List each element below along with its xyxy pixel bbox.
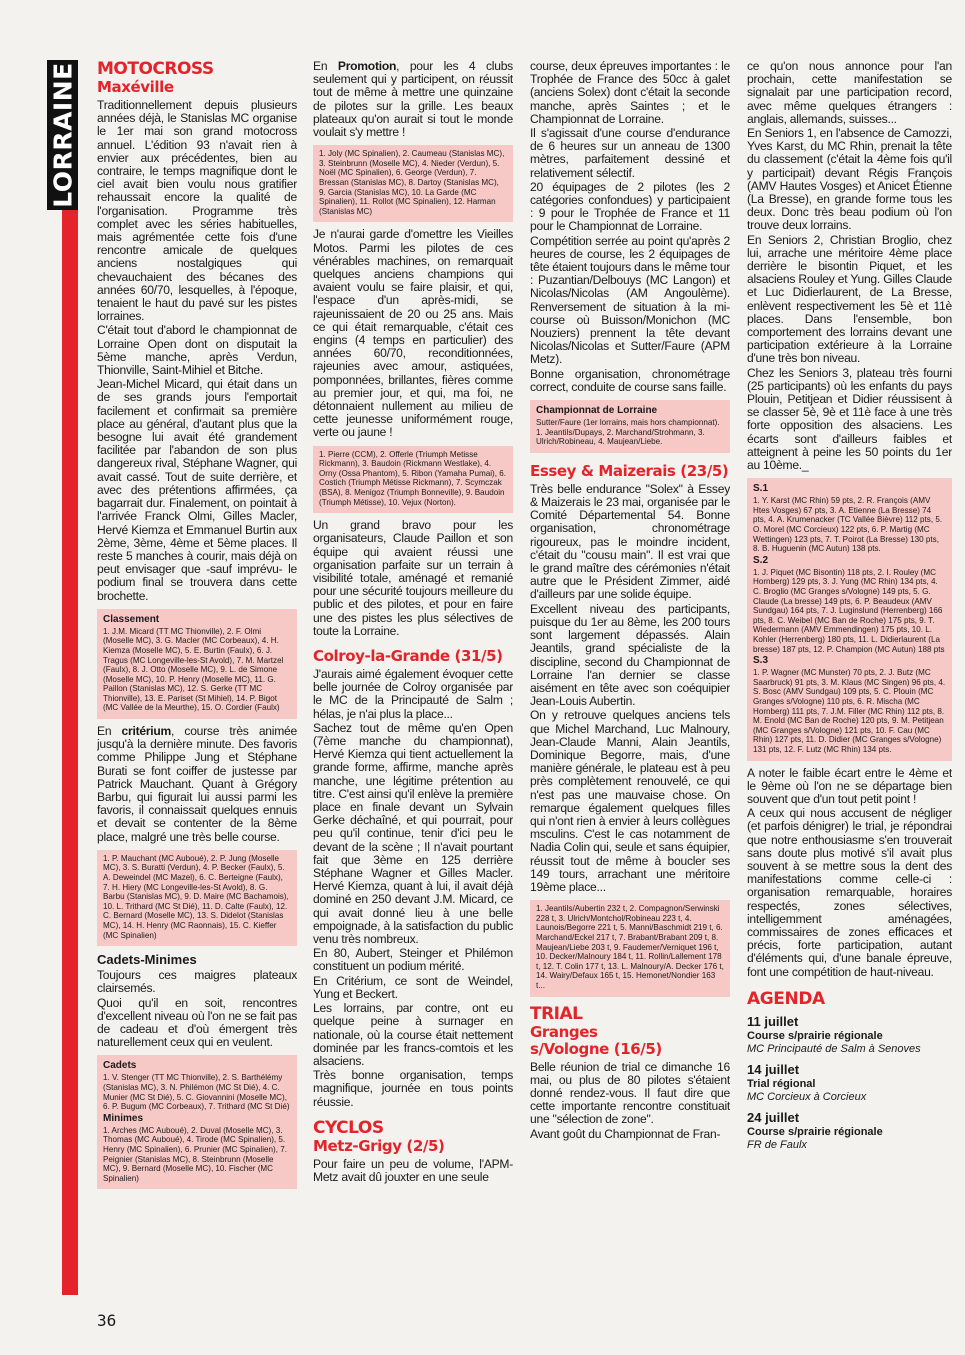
agenda-date: 14 juillet — [747, 1061, 800, 1077]
paragraph: Pour faire un peu de volume, l'APM-Metz avait dû jouxter en une seule — [313, 1156, 513, 1184]
results-text: Sutter/Faure (1er lorrains, mais hors championnat). 1. Jeantils/Dupays, 2. Marchand/Strohmann, 3. Ulrich/Robineau, 4. Maujean/Liebe. — [536, 418, 720, 447]
text-fragment: , pour les 4 clubs seulement qui y participent, on réussit tout de même à mettre une quinzaine de pilotes sur la grille. Les beaux plateaux qu'on aurait si tout le monde voulait s'y mettre ! — [313, 60, 513, 140]
results-text: 1. P. Mauchant (MC Auboué), 2. P. Jung (Moselle MC), 3. S. Buratti (Verdun), 4. P. Becker (Faulx), 5. A. Deweindel (MC Mazel), 6. C. Berteigne (Faulx), 7. H. Hiery (MC Longeville-les-St Avold), 8. G. Barbu (Stanislas MC), 9. D. Maire (MC Bachamois), 10. L. Trithard (MC St Dié), 11. D. Calte (Faulx), 12. C. Bernard (Moselle MC), 13. S. Didelot (Stanislas MC), 14. H. Henry (MC Raonnais), 15. C. Kieffer (MC Spinalien) — [103, 853, 289, 940]
results-box-title: Classement — [103, 613, 160, 625]
results-text: 1. P. Wagner (MC Munster) 70 pts, 2. J. Butz (MC Saarbruck) 91 pts, 3. M. Klaus (MC Singen) 96 pts, 4. S. Bosc (AMV Sundgau) 109 pts, 5. C. Plouin (MC Granges s/Vologne) 110 pts, 6. R. Mischa (MC Hornberg) 111 pts, 7. J.M. Filler (MC Rhin) 112 pts, 8. M. Enold (MC Ban de Roche) 120 pts, 9. M. Petitjean (MC Granges s/Vologne) 121 pts, 10. F. Cau (MC Rhin) 127 pts, 11. D. Didier (MC Granges s/Vologne) 131 pts, 12. F. Lutz (MC Rhin) 134 pts. — [753, 668, 946, 754]
subsection-title-metz-grigy: Metz-Grigy (2/5) — [313, 1136, 445, 1155]
paragraph: Compétition serrée au point qu'après 2 heures de course, les 2 équipages de tête étaient toujours dans le même tour : Puzantian/Delbouys (MC Langon) et Nicolas/Nicolas (AM Angoulème). Renversement de situation à la mi-course où Buisson/Monichon (MC Nouziers) prennent la tête devant Nicolas/Nicolas et Sutter/Faure (APM Metz). — [530, 233, 730, 367]
paragraph: Je n'aurai garde d'omettre les Vieilles Motos. Parmi les pilotes de ces vénérables machines, on remarquait quelques anciens champions qui avaient voulu se faire plaisir, et qui, l'espace d'un après-midi, se rajeunissaient de 20 ou 25 ans. Mais ce qui était remarquable, c'était ces engins (4 temps en particulier) des années 60/70, reconditionnées, rajeunies avec amour, astiquées, pomponnées, brillantes, fières comme au premier jour, et qui, ma foi, ne détonnaient nullement au milieu de cette jeunesse uniformément rouge, verte ou jaune ! — [313, 227, 513, 440]
agenda-item — [747, 1014, 952, 1056]
region-sidebar — [47, 60, 78, 210]
results-box-championnat-lorraine — [530, 400, 730, 453]
results-box-promotion — [313, 145, 513, 222]
paragraph: En Seniors 1, en l'absence de Camozzi, Yves Karst, du MC Rhin, prenait la tête du classement (c'était la 4ème fois qu'il y participait) devant Régis François (AMV Hautes Vosges) et Anicet Étienne (La Bresse), en grande forme tous les deux. Donc très beau podium où l'on trouve deux lorrains. — [747, 126, 952, 233]
paragraph: Jean-Michel Micard, qui était dans un de ses grands jours l'emportait facilement et confirmait sa première place au général, d'autant plus que la besogne lui avait été grandement facilitée par l'abandon de son plus dangereux rival, Stéphane Wagner, qui avait cassé. Tout de suite derrière, et avec des prétentions affirmées, ça bagarrait dur. Finalement, on pointait à l'arrivée Franck Olmi, Gilles Macler, Hervé Kiemza et Emmanuel Burtin aux 2ème, 3ème, 4ème et 5ème places. Il reste 5 manches à courir, mais déjà on peut envisager que -sauf imprévu- le podium final se trouvera dans cette brochette. — [97, 377, 297, 603]
agenda-date: 24 juillet — [747, 1109, 800, 1125]
page-number: 36 — [97, 1311, 117, 1330]
paragraph: Excellent niveau des participants, puisque du 1er au 8ème, les 200 tours sont largement dépassés. Alain Jeantils, grand spécialiste de la discipline, second du Championnat de Lorraine l'an dernier se classe aisément en tête avec son coéquipier Jean-Louis Aubertin. — [530, 601, 730, 709]
paragraph — [313, 60, 513, 139]
paragraph: A ceux qui nous accusent de négliger (et parfois dénigrer) le trial, je répondrai que notre enthousiasme s'en trouverait sans doute plus motivé s'il avait plus souvent à se mettre sous la dent des manifestations comme celle-ci : organisation remarquable, horaires respectés, zones sélectives, intelligemment aménagées, commissaires de zones efficaces et précis, forte participation, autant d'éléments qui, d'une banale épreuve, font une compétition de haut-niveau. — [747, 806, 952, 979]
results-box-title: S.3 — [753, 655, 769, 667]
paragraph: ce qu'on nous annonce pour l'an prochain, cette manifestation se signalait par une participation record, avec même quelques étrangers : anglais, allemands, suisses... — [747, 60, 952, 126]
results-box-title: Championnat de Lorraine — [536, 405, 658, 417]
paragraph: En Seniors 2, Christian Broglio, chez lui, arrache une méritoire 4ème place derrière le bisontin Piquet, et les alsaciens Rouley et Yung. Gilles Claude et Luc Didierlaurent, de La Bresse, enlèvent respectivement les 5è et 11è places. Dans l'ensemble, bon comportement des lorrains devant une participation extérieure à la Lorraine d'une très bon niveau. — [747, 232, 952, 366]
red-side-bar — [62, 210, 78, 1295]
section-title-cyclos: CYCLOS — [313, 1117, 384, 1138]
paragraph: J'aurais aimé également évoquer cette belle journée de Colroy organisée par le MC de la Principauté de Salm ; hélas, je n'ai plus la place... — [313, 667, 513, 721]
text-fragment: En — [313, 60, 338, 73]
paragraph: Les lorrains, par contre, ont eu quelque peine à surnager en nationale, où la course était nettement dominée par les francs-comtois et les alsaciens. — [313, 1001, 513, 1068]
subsection-title-essey: Essey & Maizerais (23/5) — [530, 461, 729, 480]
paragraph: Très belle endurance "Solex" à Essey & Maizerais le 23 mai, organisée par le Comité Départemental 54. Bonne organisation, chronométrage rigoureux, pas le moindre incident, c'était du "cousu main". Il est vrai que le grand maître des cérémonies n'était autre que le Président Zimmer, aidé d'ailleurs par une solide équipe. — [530, 481, 730, 602]
results-text: 1. Arches (MC Auboué), 2. Duval (Moselle MC), 3. Thomas (MC Auboué), 4. Tirode (MC Spinalien), 5. Henry (MC Spinalien), 6. Prunier (MC Spinalien), 7. Peignier (Stanislas MC), 8. Steinbrunn (Moselle MC), 9. Bernard (Moselle MC), 10. Fischer (MC Spinalien) — [103, 1125, 287, 1183]
agenda-list — [747, 1014, 952, 1152]
results-box-title: S.1 — [753, 483, 769, 495]
results-box-essey — [530, 900, 730, 996]
paragraph: Toujours ces maigres plateaux clairsemés. — [97, 968, 297, 996]
results-box-title: Cadets — [103, 1060, 137, 1072]
region-label: LORRAINE — [48, 62, 77, 208]
agenda-place: FR de Faulx — [747, 1138, 807, 1151]
agenda-event: Trial régional — [747, 1077, 816, 1090]
paragraph: Chez les Seniors 3, plateau très fourni (25 participants) où les enfants du pays Plouin, Petitjean et Didier réussisent à se classer 5è, 9è et 11è face à une très forte opposition des alsaciens. Les écarts sont d'ailleurs faibles et atteignent à peine les 50 points du 1er au 10ème._ — [747, 365, 952, 473]
agenda-event: Course s/prairie régionale — [747, 1029, 883, 1042]
results-box-cadets-minimes — [97, 1055, 297, 1189]
results-box-title: S.2 — [753, 554, 769, 566]
text-fragment: , course très animée jusqu'à la dernière minute. Des favoris comme Philippe Jung et Stéphane Burati se font coiffer de justesse par Patrick Mauchant. Quant à Grégory Barbu, qui figurait lui aussi parmi les favoris, il connaissait quelques ennuis et devait se contenter de la 8ème place, malgré une très belle course. — [97, 724, 297, 844]
agenda-place: MC Principauté de Salm à Senoves — [747, 1042, 921, 1055]
results-text: 1. J.M. Micard (TT MC Thionville), 2. F. Olmi (Moselle MC), 3. G. Macler (MC Corbeaux), 4. H. Kiemza (Moselle MC), 5. E. Burtin (Faulx), 6. J. Tragus (MC Longeville-les-St Avold), 7. M. Martzel (Faulx), 8. J. Otto (Moselle MC), 9. L. de Simone (Moselle MC), 10. P. Henry (Moselle MC), 11. G. Paillon (Stanislas MC), 12. S. Gerke (TT MC Thionville), 13. E. Pariset (St Mihiel), 14. P. Bigot (MC Vallée de la Meurthe), 15. O. Cordier (Faulx) — [103, 626, 284, 713]
subsection-title-colroy: Colroy-la-Grande (31/5) — [313, 647, 503, 666]
agenda-item — [747, 1062, 952, 1104]
paragraph: Belle réunion de trial ce dimanche 16 mai, ou plus de 80 pilotes s'étaient donné rendez-vous. Il faut dire que cette importante rencontre constituait une "sélection de zone". — [530, 1059, 730, 1127]
agenda-title: AGENDA — [747, 988, 825, 1009]
bold-term: critérium — [121, 724, 172, 739]
results-box-criterium — [97, 850, 297, 946]
results-text: 1. Y. Karst (MC Rhin) 59 pts, 2. R. François (AMV Htes Vosges) 67 pts, 3. A. Etienne (La Bresse) 74 pts, 4. A. Krumenacker (TC Vallée Bièvre) 112 pts, 5. O. Morel (MC Corcieux) 122 pts, 6. P. Martig (MC Wettingen) 123 pts, 7. T. Poirot (La Bresse) 130 pts, 8. B. Huguenin (MC Autun) 138 pts. — [753, 496, 943, 554]
results-box-trial-seniors — [747, 478, 952, 760]
agenda-place: MC Corcieux à Corcieux — [747, 1090, 867, 1103]
column-1 — [97, 60, 297, 1195]
paragraph: Très bonne organisation, temps magnifique, journée en tous points réussie. — [313, 1068, 513, 1109]
results-text: 1. J. Piquet (MC Bisontin) 118 pts, 2. I. Rouley (MC Hornberg) 129 pts, 3. J. Yung (MC Rhin) 134 pts, 4. C. Broglio (MC Granges s/Vologne) 149 pts, 5. G. Claude (La bresse) 149 pts, 6. P. Beaudeux (AMV Sundgau) 164 pts, 7. J. Luginslund (Herrenberg) 166 pts, 8. C. Weibel (MC Ban de Roche) 175 pts, 9. T. Wiedermann (AMV Emmendingen) 175 pts, 10. L. Kohler (Herrenberg) 180 pts, 11. L. Didierlaurent (La bresse) 187 pts, 12. P. Champion (MC Autun) 188 pts — [753, 567, 945, 654]
paragraph: Sachez tout de même qu'en Open (7ème manche du championnat), Hervé Kiemza qui tient actuellement la grande forme, affirme, manche après manche, une légitime prétention au titre. C'est ainsi qu'il enlève la première place en finale devant un Sylvain Gerke déchaîné, et qui pourrait, pour peu qu'il continue, tenir d'ici peu le devant de la scène ; Il n'avait pourtant fait que 3ème en 125 derrière Stéphane Wagner et Gilles Macler. Hervé Kiemza, quant à lui, il avait déjà dominé en 250 devant J.M. Micard, ce qui avait donné lieu à une belle empoignade, à la satisfaction du public venu très nombreux. — [313, 720, 513, 947]
paragraph: En Critérium, ce sont de Weindel, Yung et Beckert. — [313, 973, 513, 1001]
text-fragment: En — [97, 724, 122, 739]
results-box-vieilles-motos — [313, 446, 513, 514]
paragraph: Un grand bravo pour les organisateurs, Claude Paillon et son équipe qui avaient réussi une organisation parfaite sur un terrain à visibilité totale, aménagé et remanié pour une sécurité toujours meilleure du public et des pilotes, et pour en faire une des pistes les plus sélectives de toute la Lorraine. — [313, 518, 513, 638]
results-text: 1. Pierre (CCM), 2. Offerle (Triumph Metisse Rickmann), 3. Baudoin (Rickmann Westlake), 4. Orny (Ossa Phantom), 5. Ribon (Yamaha Pumai), 6. Costich (Triumph Métisse Rickmann), 7. Scymczak (BSA), 8. Menigoz (Triumph Bonneville), 9. Baudoin (Triumph Métisse), 10. Vejux (Norton). — [319, 449, 506, 507]
paragraph — [97, 725, 297, 844]
agenda-date: 11 juillet — [747, 1013, 799, 1029]
paragraph: 20 équipages de 2 pilotes (les 2 catégories confondues) y participaient : 9 pour le Trophée de France et 11 pour le Championnat de Lorraine. — [530, 179, 730, 234]
column-3 — [530, 60, 730, 1142]
subsection-title-granges-date: s/Vologne (16/5) — [530, 1039, 662, 1058]
paragraph: Il s'agissait d'une course d'endurance de 6 heures sur un anneau de 1300 mètres, parfaitement dessiné et relativement sélectif. — [530, 126, 730, 180]
section-title-motocross: MOTOCROSS — [97, 60, 214, 79]
subsection-title-maxeville: Maxéville — [97, 78, 174, 96]
agenda-item — [747, 1110, 952, 1152]
column-4 — [747, 60, 952, 1152]
agenda-event: Course s/prairie régionale — [747, 1125, 883, 1138]
paragraph: C'était tout d'abord le championnat de Lorraine Open dont on disputait la 5ème manche, après Verdun, Thionville, Saint-Mihiel et Bitche. — [97, 323, 297, 378]
results-text: 1. Joly (MC Spinalien), 2. Caumeau (Stanislas MC), 3. Steinbrunn (Moselle MC), 4. Nieder (Verdun), 5. Noël (MC Spinalien), 6. George (Verdun), 7. Bressan (Stanislas MC), 8. Dartoy (Stanislas MC), 9. Garcia (Stanislas MC), 10. La Garde (MC Spinalien), 11. Rollot (MC Spinalien), 12. Harman (Stanislas MC) — [319, 149, 505, 216]
column-2 — [313, 60, 513, 1185]
results-text: 1. V. Stenger (TT MC Thionville), 2. S. Barthélémy (Stanislas MC), 3. N. Philémon (MC St Dié), 4. C. Munier (MC St Dié), 5. C. Giovannini (Moselle MC), 6. P. Bugum (MC Corbeaux), 7. Trithard (MC St Dié) — [103, 1073, 290, 1112]
subsection-title-granges: Granges — [530, 1022, 598, 1041]
bold-term: Promotion — [337, 60, 397, 73]
paragraph: Avant goût du Championnat de Fran- — [530, 1126, 721, 1141]
heading-cadets-minimes: Cadets-Minimes — [97, 952, 197, 968]
paragraph: On y retrouve quelques anciens tels que Michel Marchand, Luc Malnoury, Jean-Claude Manni, Alain Jeantils, Dominique Begorre, mais, d'une manière générale, le plateau est à peu près complètement renouvelé, ce qui n'est pas une mauvaise chose. On remarque également quelques filles qui n'ont rien à envier à leurs collègues msculins. C'est le cas notamment de Nadia Colin qui, seule et sans équipier, réussit tout de même à boucler ses 149 tours, arrachant une méritoire 19ème place... — [530, 708, 730, 894]
paragraph: Bonne organisation, chronométrage correct, conduite de course sans faille. — [530, 366, 730, 394]
paragraph: Traditionnellement depuis plusieurs années déjà, le Stanislas MC organise le 1er mai son grand motocross annuel. L'édition 93 n'avait rien à envier aux précédentes, bien au contraire, le temps magnifique dont le ciel avait bien voulu nous gratifier rehaussait encore la qualité de l'organisation. Programme très complet avec les séries habituelles, mais agrémentée cette fois d'une rencontre amicale de quelques anciens nostalgiques qui chevauchaient des bécanes des années 60/70, lesquelles, à l'époque, tenaient le haut du pavé sur les pistes lorraines. — [97, 98, 297, 324]
paragraph: Quoi qu'il en soit, rencontres d'excellent niveau où l'on ne se fait pas de cadeau et d'où émergent très naturellement ceux qui en veulent. — [97, 995, 297, 1050]
paragraph: En 80, Aubert, Steinger et Philémon constituent un podium mérité. — [313, 946, 513, 974]
results-text: 1. Jeantils/Aubertin 232 t, 2. Compagnon/Serwinski 228 t, 3. Ulrich/Montchol/Robineau 223 t, 4. Launois/Begorre 221 t, 5. Manni/Baschmidt 219 t, 6. Marchand/Eckel 217 t, 7. Brabant/Brabant 209 t, 8. Maujean/Liebe 203 t, 9. Faudemer/Verniquet 196 t, 10. Decker/Malnoury 184 t, 11. Rollin/Lallement 178 t, 12. T. Colin 177 t, 13. L. Malnoury/A. Decker 176 t, 14. Wairy/Defaux 165 t, 15. Hemonet/Nondier 163 t... — [536, 904, 724, 990]
section-title-trial: TRIAL — [530, 1003, 583, 1024]
paragraph: course, deux épreuves importantes : le Trophée de France des 50cc à galet (anciens Solex) dont c'était la seconde manche, après Saintes ; et le Championnat de Lorraine. — [530, 60, 730, 126]
results-box-title: Minimes — [103, 1112, 144, 1124]
results-box-classement — [97, 609, 297, 719]
paragraph: A noter le faible écart entre le 4ème et le 9ème où l'on ne se départage bien souvent que d'un tout petit point ! — [747, 765, 952, 806]
